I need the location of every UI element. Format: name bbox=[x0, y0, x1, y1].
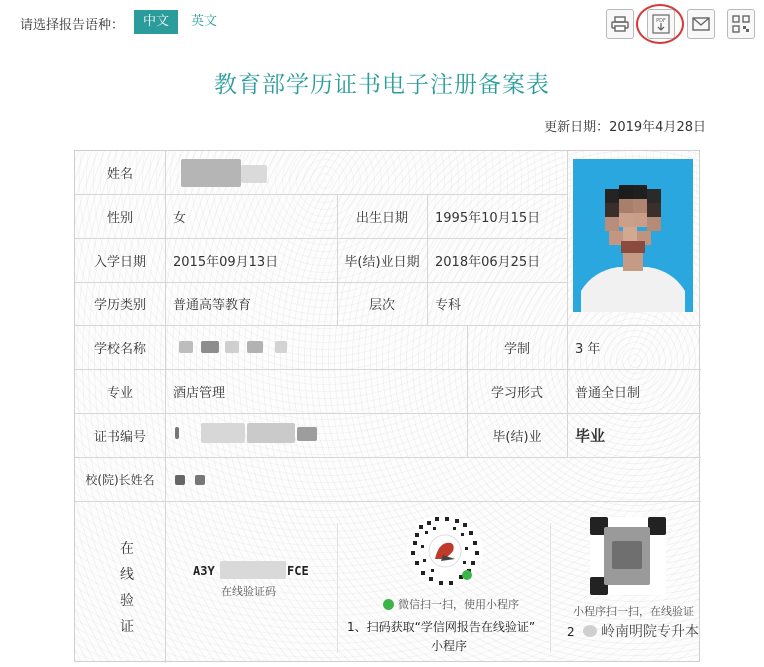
gender-label: 性别 bbox=[106, 210, 133, 226]
level-label: 层次 bbox=[368, 298, 395, 313]
enroll-date-label: 入学日期 bbox=[93, 254, 146, 270]
step-two-prefix: 2 bbox=[567, 625, 575, 639]
step-one-text: 1、扫码获取“学信网报告在线验证” bbox=[347, 620, 536, 634]
qrcode-icon bbox=[732, 15, 750, 33]
major-label: 专业 bbox=[106, 385, 133, 401]
enroll-date-value: 2015年09月13日 bbox=[173, 254, 279, 270]
wechat-scan-hint bbox=[383, 596, 519, 612]
category-label: 学历类别 bbox=[93, 298, 146, 313]
study-form-value: 普通全日制 bbox=[575, 385, 641, 401]
verify-char: 验 bbox=[120, 593, 134, 609]
principal-name-label: 校(院)长姓名 bbox=[85, 472, 155, 487]
name-value-redacted bbox=[181, 159, 241, 187]
graduate-date-label: 毕(结)业日期 bbox=[344, 254, 420, 270]
language-chinese-button[interactable]: 中文 bbox=[134, 10, 178, 34]
watermark-text: 岭南明院专升本 bbox=[601, 624, 699, 640]
page-title: 教育部学历证书电子注册备案表 bbox=[214, 72, 550, 98]
birth-date-label: 出生日期 bbox=[355, 210, 408, 226]
wechat-scan-caption: 微信扫一扫，使用小程序 bbox=[398, 598, 519, 611]
graduation-status-value: 毕业 bbox=[575, 426, 606, 445]
birth-date-value: 1995年10月15日 bbox=[435, 210, 541, 226]
name-label: 姓名 bbox=[106, 167, 133, 182]
pdf-highlight-circle bbox=[636, 4, 684, 44]
principal-name-redacted bbox=[175, 475, 185, 485]
print-button[interactable] bbox=[606, 9, 634, 39]
major-value: 酒店管理 bbox=[173, 385, 226, 401]
school-label: 学校名称 bbox=[93, 341, 146, 357]
verify-char: 证 bbox=[120, 619, 134, 635]
update-date: 更新日期：2019年4月28日 bbox=[544, 120, 706, 135]
duration-label: 学制 bbox=[503, 341, 530, 357]
person-photo-mosaic bbox=[573, 159, 693, 312]
mail-icon bbox=[692, 17, 710, 31]
gender-value: 女 bbox=[173, 210, 187, 226]
level-value: 专科 bbox=[435, 298, 462, 313]
verify-char: 线 bbox=[120, 567, 134, 583]
language-label: 请选择报告语种： bbox=[20, 18, 125, 33]
certificate-number-label: 证书编号 bbox=[93, 429, 146, 445]
verify-code-suffix: FCE bbox=[287, 564, 309, 578]
mail-button[interactable] bbox=[687, 9, 715, 39]
verify-qrcode-redacted bbox=[590, 517, 666, 595]
verify-code-prefix: A3Y bbox=[193, 564, 215, 578]
mini-program-code bbox=[405, 511, 485, 591]
student-photo bbox=[573, 159, 693, 312]
qrcode-button[interactable] bbox=[727, 9, 755, 39]
study-form-label: 学习形式 bbox=[490, 385, 543, 401]
mini-scan-caption: 小程序扫一扫，在线验证 bbox=[573, 605, 694, 618]
certificate-number-redacted bbox=[175, 427, 179, 439]
language-english-button[interactable]: 英文 bbox=[191, 14, 218, 29]
school-value-redacted bbox=[179, 341, 193, 353]
verify-code-redacted bbox=[220, 561, 286, 579]
graduate-date-value: 2018年06月25日 bbox=[435, 254, 541, 270]
step-one-text-line2: 小程序 bbox=[431, 639, 468, 653]
svg-text:PDF: PDF bbox=[656, 18, 666, 24]
duration-value: 3 年 bbox=[575, 341, 601, 357]
watermark bbox=[583, 621, 699, 641]
graduation-status-label: 毕(结)业 bbox=[492, 429, 542, 445]
verify-code-caption: 在线验证码 bbox=[221, 585, 276, 598]
wechat-icon bbox=[383, 599, 394, 610]
verify-char: 在 bbox=[120, 541, 134, 557]
registration-record-table bbox=[74, 150, 700, 662]
category-value: 普通高等教育 bbox=[173, 298, 252, 313]
toolbar bbox=[0, 0, 764, 48]
wechat-logo-icon bbox=[583, 625, 597, 637]
printer-icon bbox=[611, 16, 629, 32]
online-verify-label bbox=[119, 536, 135, 640]
